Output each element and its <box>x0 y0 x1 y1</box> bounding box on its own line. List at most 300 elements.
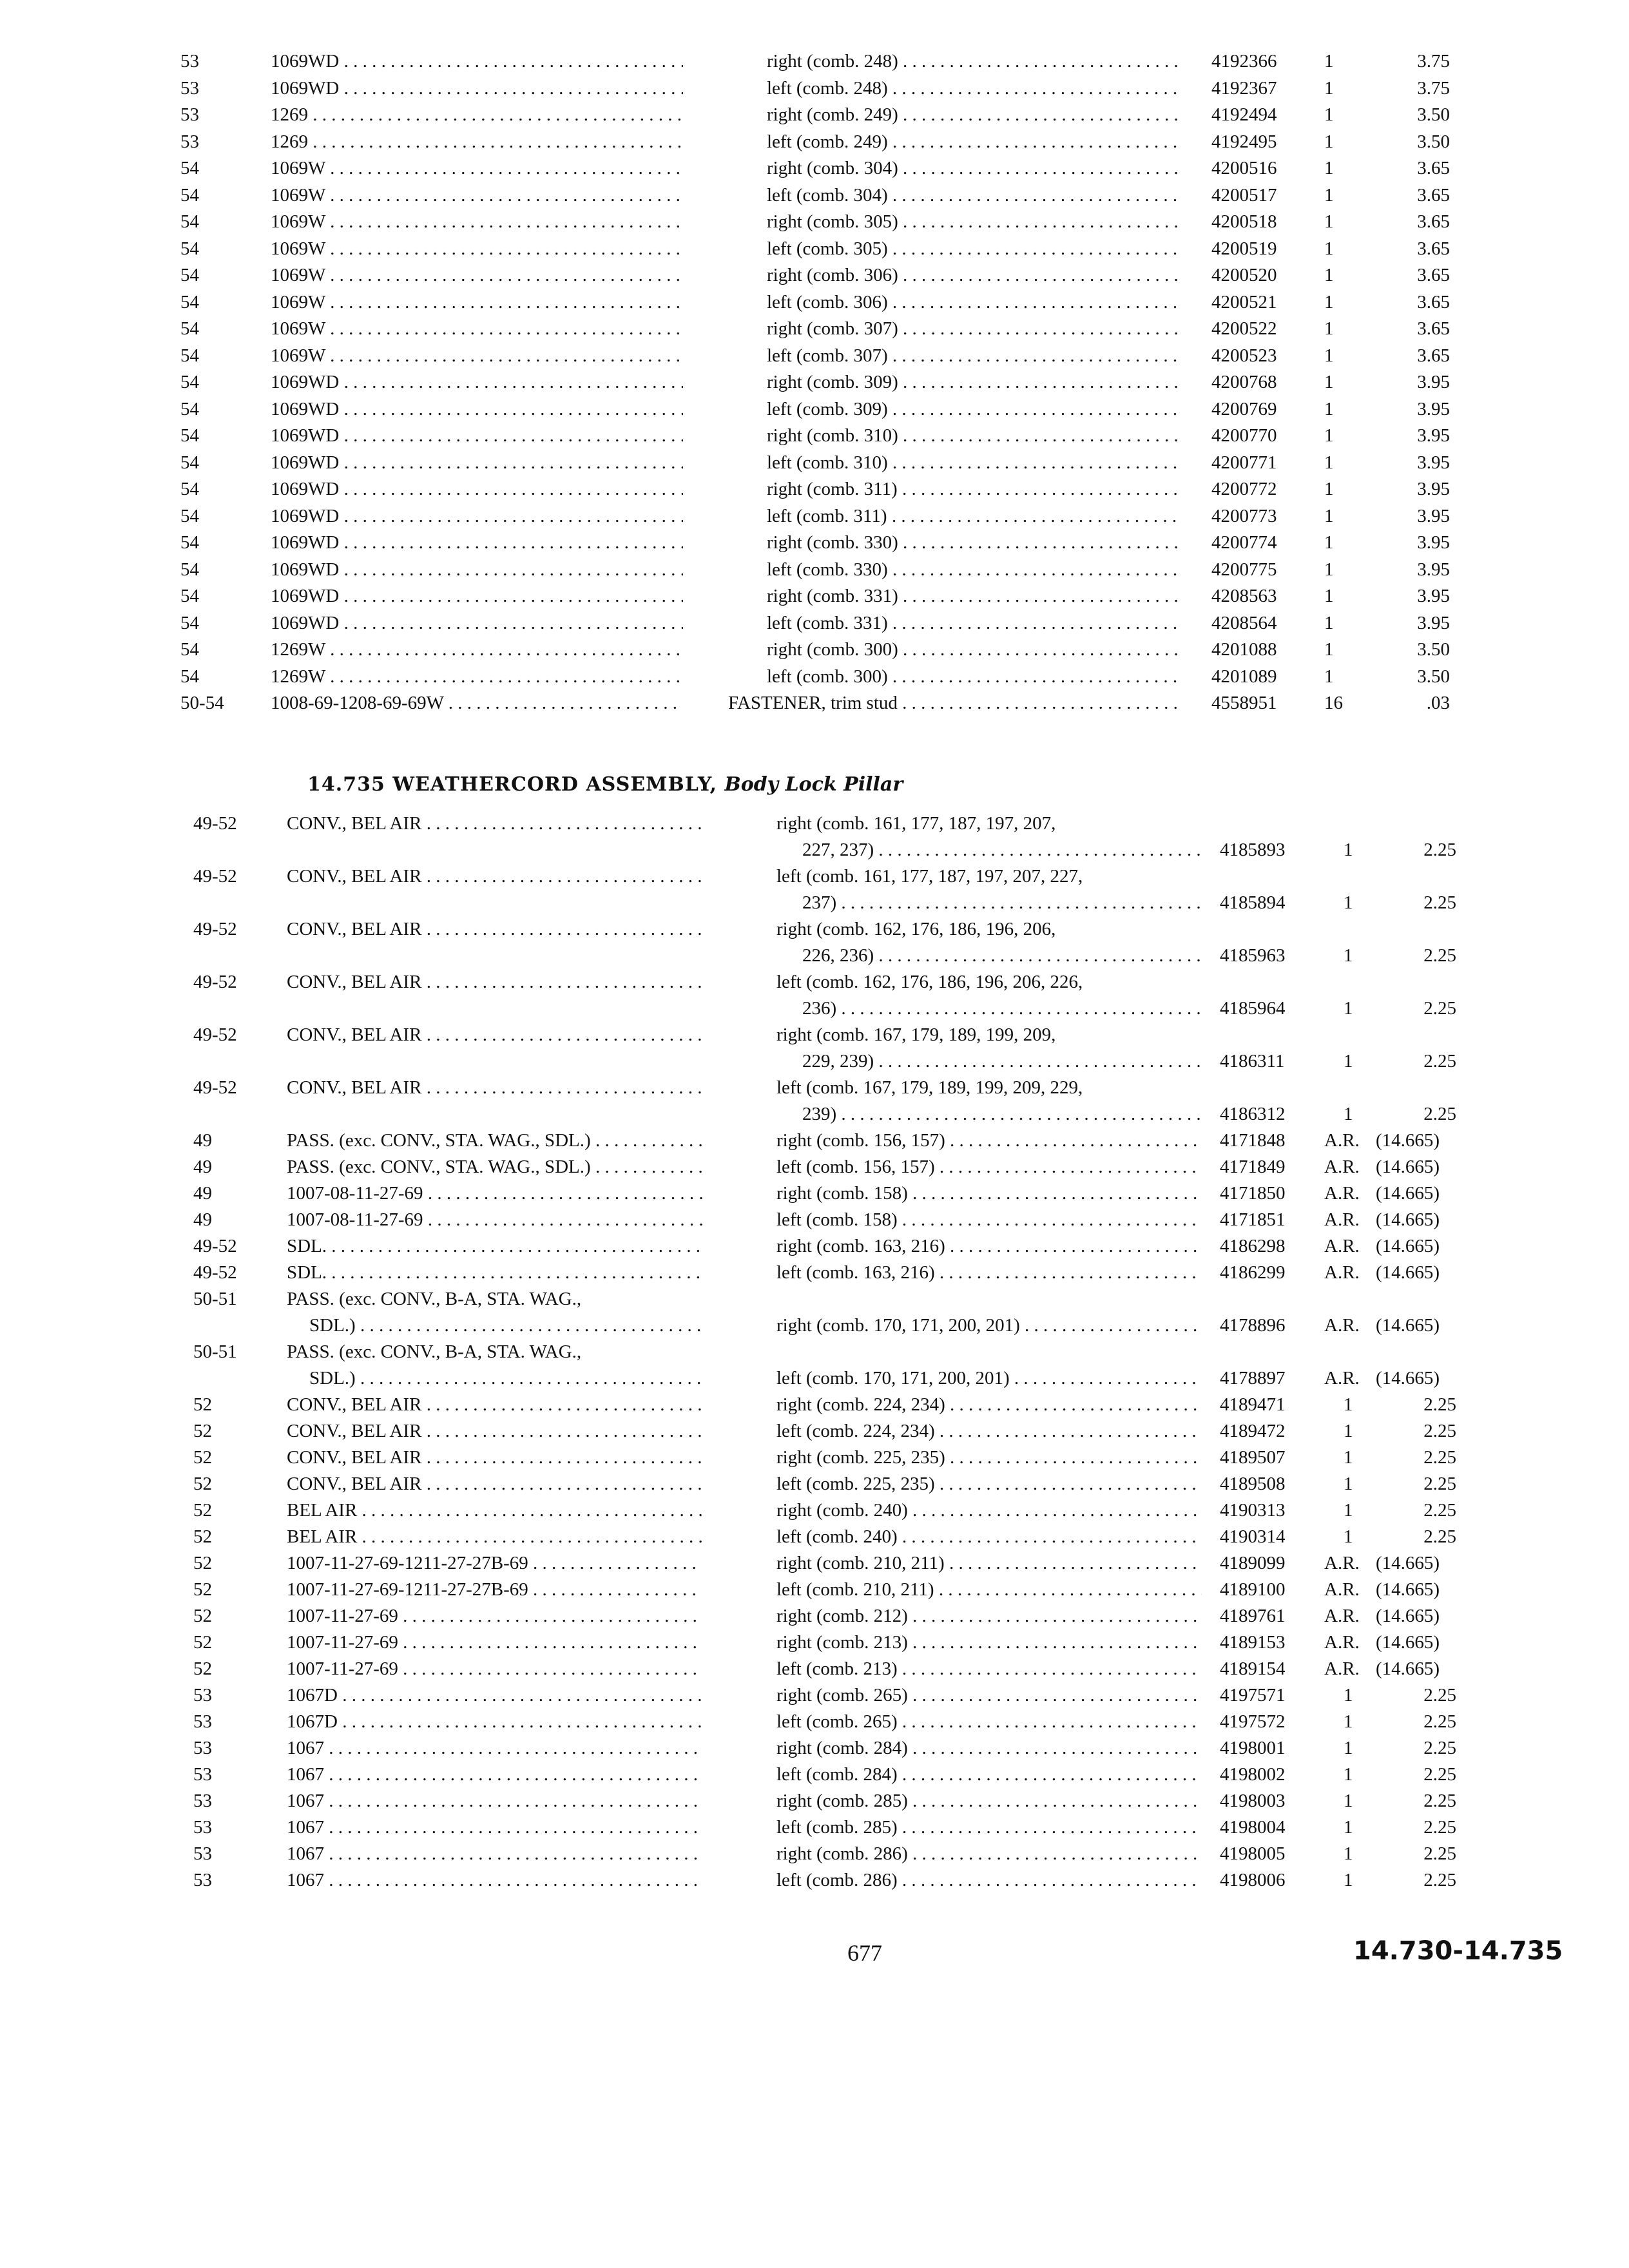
price-cell: 2.25 <box>1423 840 1456 860</box>
quantity-cell: A.R. <box>1324 1658 1360 1679</box>
table-row <box>0 1682 1629 1709</box>
section-title: WEATHERCORD ASSEMBLY, <box>392 773 717 796</box>
model-cell: 1269W . . . <box>271 666 683 687</box>
model-cell: 1008-69-1208-69-69W . . . <box>271 692 683 714</box>
description-cell: left (comb. 158) . . . <box>776 1207 1202 1233</box>
table-row <box>0 1339 1629 1392</box>
part-number-cell: 4208563 <box>1211 586 1277 606</box>
price-cell: (14.665) <box>1376 1209 1440 1230</box>
model-cell: 1069WD . . . <box>271 532 683 553</box>
model-cell: 1067 . . . <box>287 1735 702 1762</box>
description-cell: left (comb. 213) . . . <box>776 1656 1202 1682</box>
part-number-cell: 4190314 <box>1220 1526 1286 1547</box>
model-cell: 1069WD . . . <box>271 398 683 420</box>
table-row <box>0 131 1629 158</box>
model-cell: 1067D . . . <box>287 1682 702 1709</box>
price-cell: 2.25 <box>1423 1500 1456 1521</box>
year-cell: 49-52 <box>193 972 237 992</box>
description-cell: left (comb. 240) . . . <box>776 1524 1202 1550</box>
table-row <box>0 77 1629 104</box>
part-number-cell: 4190313 <box>1220 1500 1286 1521</box>
table-row <box>0 1445 1629 1471</box>
price-cell: 2.25 <box>1423 1711 1456 1732</box>
description-cell: left (comb. 330) . . . <box>767 559 1179 581</box>
part-number-cell: 4186312 <box>1220 1104 1286 1124</box>
price-cell: 3.65 <box>1417 291 1450 312</box>
year-cell: 49 <box>193 1183 212 1204</box>
price-cell: 3.75 <box>1417 77 1450 99</box>
part-number-cell: 4192494 <box>1211 104 1277 125</box>
quantity-cell: 1 <box>1324 318 1334 339</box>
part-number-cell: 4200774 <box>1211 532 1277 553</box>
price-cell: (14.665) <box>1376 1236 1440 1256</box>
price-cell: 3.95 <box>1417 505 1450 526</box>
quantity-cell: 1 <box>1324 131 1334 152</box>
table-row <box>0 1550 1629 1577</box>
price-cell: 2.25 <box>1423 1104 1456 1124</box>
table-row <box>0 1392 1629 1418</box>
description-cell: left (comb. 300) . . . <box>767 666 1179 687</box>
model-cell: 1007-11-27-69 . . . <box>287 1603 702 1629</box>
quantity-cell: A.R. <box>1324 1236 1360 1256</box>
model-cell: 1067 . . . <box>287 1762 702 1788</box>
price-cell: 3.65 <box>1417 211 1450 232</box>
table-row <box>0 478 1629 505</box>
part-number-cell: 4200768 <box>1211 372 1277 392</box>
part-number-cell: 4198002 <box>1220 1764 1286 1785</box>
price-cell: 3.50 <box>1417 666 1450 687</box>
year-cell: 54 <box>180 211 199 232</box>
part-number-cell: 4185894 <box>1220 892 1286 913</box>
quantity-cell: A.R. <box>1324 1553 1360 1573</box>
table-row <box>0 1841 1629 1867</box>
year-cell: 52 <box>193 1658 212 1679</box>
quantity-cell: 1 <box>1324 265 1334 285</box>
table-row <box>0 969 1629 1022</box>
year-cell: 52 <box>193 1632 212 1653</box>
price-cell: 3.75 <box>1417 51 1450 72</box>
table-row <box>0 1471 1629 1497</box>
price-cell: 3.95 <box>1417 586 1450 606</box>
description-cell: right (comb. 213) . . . <box>776 1629 1202 1656</box>
model-cell: BEL AIR . . . <box>287 1524 702 1550</box>
quantity-cell: A.R. <box>1324 1368 1360 1389</box>
description-cell: right (comb. 284) . . . <box>776 1735 1202 1762</box>
description-cell: left (comb. 249) . . . <box>767 131 1179 153</box>
table-row <box>0 1180 1629 1207</box>
year-cell: 52 <box>193 1606 212 1626</box>
part-number-cell: 4189507 <box>1220 1447 1286 1468</box>
table-row <box>0 264 1629 291</box>
quantity-cell: 1 <box>1324 532 1334 553</box>
description-cell: left (comb. 304) . . . <box>767 184 1179 206</box>
section-range: 14.730-14.735 <box>1353 1936 1563 1966</box>
table-row <box>0 184 1629 211</box>
table-row <box>0 1497 1629 1524</box>
price-cell: 3.65 <box>1417 318 1450 339</box>
table-row <box>0 1629 1629 1656</box>
model-cell: PASS. (exc. CONV., B-A, STA. WAG., <box>287 1289 582 1309</box>
table-row <box>0 585 1629 612</box>
year-cell: 53 <box>193 1843 212 1864</box>
quantity-cell: 1 <box>1344 1685 1353 1706</box>
price-cell: (14.665) <box>1376 1553 1440 1573</box>
part-number-cell: 4200517 <box>1211 184 1277 206</box>
part-number-cell: 4200520 <box>1211 265 1277 285</box>
description-cell: right (comb. 310) . . . <box>767 425 1179 447</box>
year-cell: 49 <box>193 1157 212 1177</box>
table-row <box>0 1128 1629 1154</box>
part-number-cell: 4178897 <box>1220 1368 1286 1389</box>
part-number-cell: 4200770 <box>1211 425 1277 446</box>
year-cell: 50-54 <box>180 693 224 713</box>
model-cell: 1069W . . . <box>271 264 683 286</box>
part-number-cell: 4189099 <box>1220 1553 1286 1573</box>
part-number-cell: 4185963 <box>1220 945 1286 966</box>
description-cell: left (comb. 331) . . . <box>767 612 1179 634</box>
year-cell: 49 <box>193 1130 212 1151</box>
quantity-cell: 1 <box>1324 639 1334 660</box>
part-number-cell: 4200769 <box>1211 398 1277 419</box>
quantity-cell: 1 <box>1324 479 1334 499</box>
part-number-cell: 4200775 <box>1211 559 1277 580</box>
model-cell: 1069W . . . <box>271 211 683 233</box>
description-cell: left (comb. 305) . . . <box>767 238 1179 260</box>
table-row <box>0 1735 1629 1762</box>
model-cell-continued: SDL.) . . . <box>309 1312 702 1339</box>
description-cell: left (comb. 285) . . . <box>776 1814 1202 1841</box>
description-cell: right (comb. 304) . . . <box>767 157 1179 179</box>
model-cell: 1069W . . . <box>271 184 683 206</box>
price-cell: 2.25 <box>1423 1843 1456 1864</box>
part-number-cell: 4178896 <box>1220 1315 1286 1336</box>
part-number-cell: 4200518 <box>1211 211 1277 232</box>
quantity-cell: A.R. <box>1324 1209 1360 1230</box>
model-cell: 1269 . . . <box>271 104 683 126</box>
model-cell: 1067 . . . <box>287 1841 702 1867</box>
quantity-cell: A.R. <box>1324 1315 1360 1336</box>
part-number-cell: 4197571 <box>1220 1685 1286 1706</box>
quantity-cell: 1 <box>1344 1051 1353 1072</box>
quantity-cell: 1 <box>1344 1104 1353 1124</box>
table-row <box>0 425 1629 452</box>
table-row <box>0 559 1629 586</box>
quantity-cell: 1 <box>1324 452 1334 473</box>
price-cell: 3.65 <box>1417 184 1450 206</box>
model-cell: CONV., BEL AIR . . . <box>287 1392 702 1418</box>
price-cell: 2.25 <box>1423 1526 1456 1547</box>
year-cell: 54 <box>180 532 199 553</box>
description-cell: right (comb. 167, 179, 189, 199, 209, <box>776 1024 1056 1045</box>
part-number-cell: 4200521 <box>1211 291 1277 312</box>
model-cell: 1069WD . . . <box>271 612 683 634</box>
quantity-cell: 1 <box>1344 1738 1353 1758</box>
section-number: 14.735 <box>307 773 385 796</box>
price-cell: 2.25 <box>1423 1685 1456 1706</box>
model-cell: 1007-08-11-27-69 . . . <box>287 1207 702 1233</box>
price-cell: 3.50 <box>1417 131 1450 152</box>
table-row <box>0 1867 1629 1894</box>
year-cell: 50-51 <box>193 1289 237 1309</box>
description-cell: FASTENER, trim stud . . . <box>728 692 1179 714</box>
part-number-cell: 4189100 <box>1220 1579 1286 1600</box>
price-cell: (14.665) <box>1376 1262 1440 1283</box>
year-cell: 49 <box>193 1209 212 1230</box>
description-cell: left (comb. 167, 179, 189, 199, 209, 229, <box>776 1077 1083 1098</box>
price-cell: (14.665) <box>1376 1368 1440 1389</box>
part-number-cell: 4198005 <box>1220 1843 1286 1864</box>
parts-table-top <box>0 50 1629 719</box>
table-row <box>0 1709 1629 1735</box>
description-cell: left (comb. 224, 234) . . . <box>776 1418 1202 1445</box>
part-number-cell: 4186298 <box>1220 1236 1286 1256</box>
description-cell: left (comb. 286) . . . <box>776 1867 1202 1894</box>
model-cell: 1069WD . . . <box>271 77 683 99</box>
year-cell: 53 <box>193 1870 212 1890</box>
quantity-cell: 1 <box>1324 211 1334 232</box>
model-cell: SDL. . . . <box>287 1260 702 1286</box>
year-cell: 52 <box>193 1500 212 1521</box>
description-cell: left (comb. 284) . . . <box>776 1762 1202 1788</box>
quantity-cell: 1 <box>1324 51 1334 72</box>
price-cell: 3.95 <box>1417 425 1450 446</box>
table-row <box>0 1788 1629 1814</box>
part-number-cell: 4197572 <box>1220 1711 1286 1732</box>
year-cell: 52 <box>193 1421 212 1441</box>
price-cell: (14.665) <box>1376 1157 1440 1177</box>
quantity-cell: 1 <box>1344 840 1353 860</box>
price-cell: 2.25 <box>1423 1791 1456 1811</box>
description-cell: right (comb. 162, 176, 186, 196, 206, <box>776 919 1056 939</box>
year-cell: 53 <box>193 1764 212 1785</box>
model-cell: PASS. (exc. CONV., STA. WAG., SDL.) . . . <box>287 1154 702 1180</box>
description-cell: right (comb. 286) . . . <box>776 1841 1202 1867</box>
table-row <box>0 666 1629 693</box>
description-cell: right (comb. 330) . . . <box>767 532 1179 553</box>
quantity-cell: A.R. <box>1324 1183 1360 1204</box>
model-cell: 1067D . . . <box>287 1709 702 1735</box>
table-row <box>0 1154 1629 1180</box>
model-cell: 1069WD . . . <box>271 371 683 393</box>
part-number-cell: 4200772 <box>1211 479 1277 499</box>
table-row <box>0 1577 1629 1603</box>
year-cell: 49-52 <box>193 1262 237 1283</box>
table-row <box>0 1603 1629 1629</box>
year-cell: 52 <box>193 1447 212 1468</box>
part-number-cell: 4185964 <box>1220 998 1286 1019</box>
quantity-cell: 1 <box>1324 398 1334 419</box>
description-cell: right (comb. 248) . . . <box>767 50 1179 72</box>
table-row <box>0 104 1629 131</box>
quantity-cell: 1 <box>1324 505 1334 526</box>
model-cell: 1007-11-27-69-1211-27-27B-69 . . . <box>287 1550 702 1577</box>
quantity-cell: 1 <box>1344 945 1353 966</box>
year-cell: 53 <box>193 1685 212 1706</box>
description-cell-continued: 237) . . . <box>802 890 1202 916</box>
part-number-cell: 4186311 <box>1220 1051 1285 1072</box>
quantity-cell: 1 <box>1344 1764 1353 1785</box>
price-cell: 2.25 <box>1423 1051 1456 1072</box>
description-cell: left (comb. 161, 177, 187, 197, 207, 227, <box>776 866 1083 887</box>
description-cell: left (comb. 309) . . . <box>767 398 1179 420</box>
price-cell: 3.65 <box>1417 265 1450 285</box>
table-row <box>0 157 1629 184</box>
model-cell: 1269 . . . <box>271 131 683 153</box>
description-cell: right (comb. 163, 216) . . . <box>776 1233 1202 1260</box>
part-number-cell: 4189471 <box>1220 1394 1286 1415</box>
model-cell: 1007-11-27-69-1211-27-27B-69 . . . <box>287 1577 702 1603</box>
part-number-cell: 4201088 <box>1211 639 1277 660</box>
part-number-cell: 4208564 <box>1211 612 1277 633</box>
table-row <box>0 692 1629 719</box>
year-cell: 52 <box>193 1553 212 1573</box>
model-cell: 1069WD . . . <box>271 505 683 527</box>
price-cell: 3.65 <box>1417 158 1450 178</box>
year-cell: 53 <box>193 1817 212 1838</box>
price-cell: 3.95 <box>1417 559 1450 580</box>
description-cell-continued: 229, 239) . . . <box>802 1048 1202 1075</box>
table-row <box>0 1260 1629 1286</box>
table-row <box>0 1022 1629 1075</box>
model-cell: BEL AIR . . . <box>287 1497 702 1524</box>
section-heading <box>307 773 903 796</box>
year-cell: 49-52 <box>193 1024 237 1045</box>
description-cell: right (comb. 285) . . . <box>776 1788 1202 1814</box>
quantity-cell: 1 <box>1324 425 1334 446</box>
description-cell: left (comb. 265) . . . <box>776 1709 1202 1735</box>
part-number-cell: 4171851 <box>1220 1209 1286 1230</box>
price-cell: (14.665) <box>1376 1579 1440 1600</box>
description-cell: right (comb. 210, 211) . . . <box>776 1550 1202 1577</box>
year-cell: 54 <box>180 639 199 660</box>
description-cell: right (comb. 331) . . . <box>767 585 1179 607</box>
model-cell: 1069WD . . . <box>271 478 683 500</box>
description-cell: left (comb. 311) . . . <box>767 505 1179 527</box>
part-number-cell: 4186299 <box>1220 1262 1286 1283</box>
year-cell: 54 <box>180 372 199 392</box>
table-row <box>0 1814 1629 1841</box>
price-cell: 3.95 <box>1417 372 1450 392</box>
part-number-cell: 4200523 <box>1211 345 1277 366</box>
part-number-cell: 4200773 <box>1211 505 1277 526</box>
year-cell: 53 <box>193 1738 212 1758</box>
description-cell: right (comb. 307) . . . <box>767 318 1179 340</box>
part-number-cell: 4558951 <box>1211 693 1277 713</box>
quantity-cell: 1 <box>1324 77 1334 99</box>
price-cell: (14.665) <box>1376 1183 1440 1204</box>
year-cell: 52 <box>193 1474 212 1494</box>
description-cell: right (comb. 240) . . . <box>776 1497 1202 1524</box>
model-cell: 1007-08-11-27-69 . . . <box>287 1180 702 1207</box>
year-cell: 49-52 <box>193 813 237 834</box>
description-cell: left (comb. 310) . . . <box>767 452 1179 474</box>
part-number-cell: 4200522 <box>1211 318 1277 339</box>
description-cell-continued: 236) . . . <box>802 995 1202 1022</box>
table-row <box>0 291 1629 318</box>
year-cell: 54 <box>180 559 199 580</box>
year-cell: 54 <box>180 318 199 339</box>
year-cell: 54 <box>180 612 199 633</box>
part-number-cell: 4189761 <box>1220 1606 1286 1626</box>
quantity-cell: 1 <box>1344 1394 1353 1415</box>
price-cell: 2.25 <box>1423 1870 1456 1890</box>
model-cell: PASS. (exc. CONV., STA. WAG., SDL.) . . . <box>287 1128 702 1154</box>
description-cell: left (comb. 306) . . . <box>767 291 1179 313</box>
quantity-cell: 1 <box>1324 158 1334 178</box>
year-cell: 54 <box>180 425 199 446</box>
description-cell: left (comb. 210, 211) . . . <box>776 1577 1202 1603</box>
model-cell: SDL. . . . <box>287 1233 702 1260</box>
quantity-cell: 1 <box>1344 1421 1353 1441</box>
quantity-cell: 1 <box>1344 1474 1353 1494</box>
part-number-cell: 4189508 <box>1220 1474 1286 1494</box>
price-cell: 3.50 <box>1417 639 1450 660</box>
price-cell: 2.25 <box>1423 1738 1456 1758</box>
description-cell: right (comb. 156, 157) . . . <box>776 1128 1202 1154</box>
year-cell: 50-51 <box>193 1341 237 1362</box>
description-cell-continued: 227, 237) . . . <box>802 837 1202 863</box>
model-cell: CONV., BEL AIR . . . <box>287 1075 702 1101</box>
quantity-cell: 1 <box>1344 1500 1353 1521</box>
description-cell: right (comb. 305) . . . <box>767 211 1179 233</box>
quantity-cell: 1 <box>1324 612 1334 633</box>
description-cell: right (comb. 309) . . . <box>767 371 1179 393</box>
description-cell-continued: 239) . . . <box>802 1101 1202 1128</box>
price-cell: 3.95 <box>1417 532 1450 553</box>
price-cell: 2.25 <box>1423 1394 1456 1415</box>
price-cell: 2.25 <box>1423 892 1456 913</box>
price-cell: 3.50 <box>1417 104 1450 125</box>
quantity-cell: 1 <box>1324 184 1334 206</box>
description-cell: right (comb. 224, 234) . . . <box>776 1392 1202 1418</box>
year-cell: 52 <box>193 1526 212 1547</box>
year-cell: 52 <box>193 1394 212 1415</box>
quantity-cell: 1 <box>1344 1843 1353 1864</box>
model-cell: 1069W . . . <box>271 238 683 260</box>
model-cell: CONV., BEL AIR . . . <box>287 1418 702 1445</box>
part-number-cell: 4171850 <box>1220 1183 1286 1204</box>
description-cell: right (comb. 161, 177, 187, 197, 207, <box>776 813 1056 834</box>
price-cell: 2.25 <box>1423 945 1456 966</box>
table-row <box>0 1286 1629 1339</box>
year-cell: 53 <box>180 51 199 72</box>
part-number-cell: 4198006 <box>1220 1870 1286 1890</box>
model-cell: 1069W . . . <box>271 291 683 313</box>
part-number-cell: 4198003 <box>1220 1791 1286 1811</box>
year-cell: 53 <box>193 1711 212 1732</box>
price-cell: 2.25 <box>1423 1817 1456 1838</box>
year-cell: 54 <box>180 238 199 259</box>
table-row <box>0 1233 1629 1260</box>
year-cell: 54 <box>180 291 199 312</box>
price-cell: (14.665) <box>1376 1315 1440 1336</box>
part-number-cell: 4171849 <box>1220 1157 1286 1177</box>
part-number-cell: 4192495 <box>1211 131 1277 152</box>
description-cell: left (comb. 162, 176, 186, 196, 206, 226, <box>776 972 1083 992</box>
table-row <box>0 811 1629 863</box>
description-cell: right (comb. 311) . . . <box>767 478 1179 500</box>
year-cell: 54 <box>180 586 199 606</box>
description-cell: right (comb. 249) . . . <box>767 104 1179 126</box>
year-cell: 53 <box>180 77 199 99</box>
model-cell: CONV., BEL AIR . . . <box>287 969 702 995</box>
year-cell: 53 <box>180 104 199 125</box>
year-cell: 54 <box>180 398 199 419</box>
model-cell: CONV., BEL AIR . . . <box>287 916 702 943</box>
model-cell: 1069WD . . . <box>271 585 683 607</box>
year-cell: 49-52 <box>193 866 237 887</box>
year-cell: 53 <box>180 131 199 152</box>
